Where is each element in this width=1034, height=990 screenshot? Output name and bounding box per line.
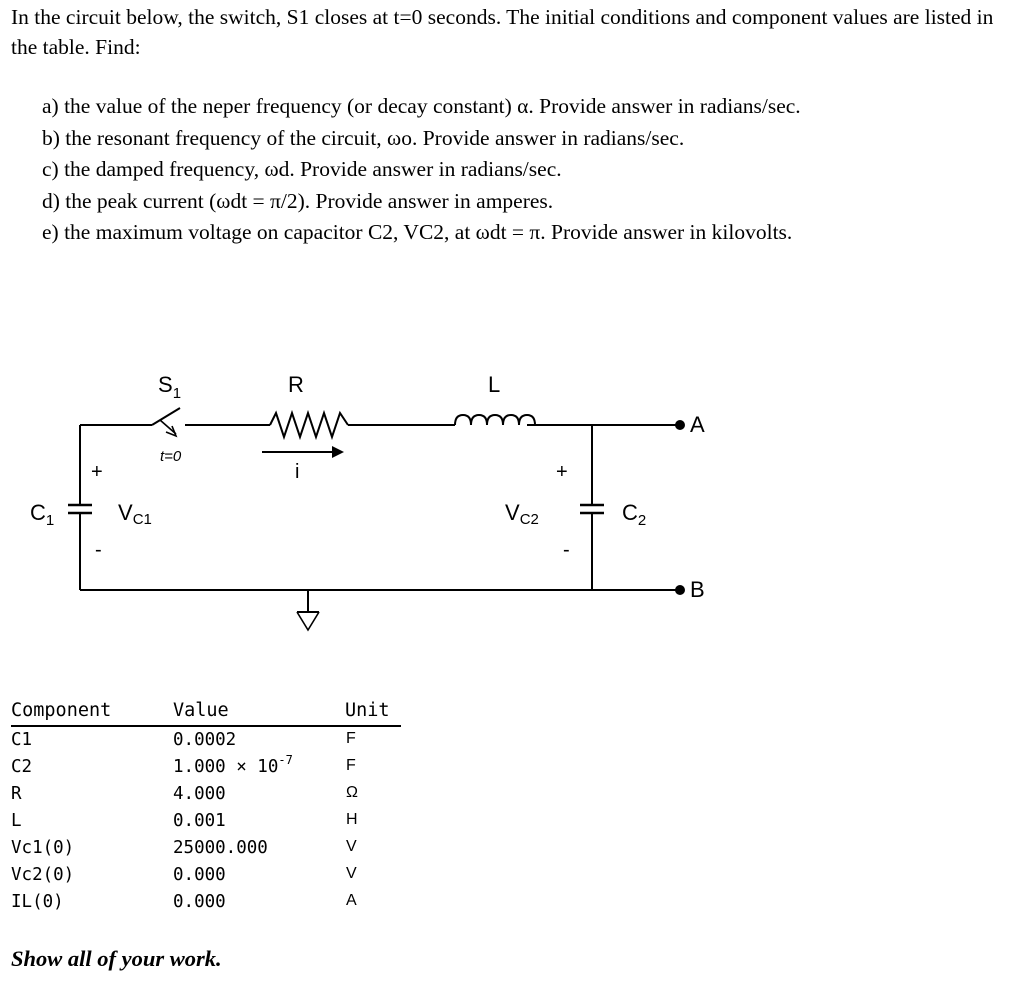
question-d: d) the peak current (ωdt = π/2). Provide answer in amperes.	[42, 188, 554, 213]
cell-component: Vc2(0)	[11, 865, 75, 885]
footer-instruction: Show all of your work.	[11, 946, 222, 971]
c2-label: $C_2$	[622, 500, 647, 529]
switch-label: $S_1$	[158, 372, 182, 402]
table-header	[11, 695, 401, 727]
cell-value: 4.000	[173, 784, 226, 804]
c1-label: $C_1$	[30, 500, 55, 529]
header-component: Component	[11, 700, 112, 721]
capacitor-c1	[68, 425, 92, 590]
current-label: i	[295, 461, 300, 483]
ground-symbol	[297, 590, 319, 630]
resistor	[270, 413, 348, 437]
c1-plus: +	[91, 461, 103, 483]
table-row	[11, 754, 401, 781]
cell-unit: H	[346, 811, 358, 828]
question-list	[42, 91, 1022, 249]
table-row	[11, 889, 401, 916]
vc1-label: VC1	[118, 500, 152, 528]
question-b: b) the resonant frequency of the circuit, ωo. Provide answer in radians/sec.	[42, 125, 685, 150]
node-b-dot	[675, 585, 685, 595]
c2-minus: -	[563, 539, 570, 561]
vc2-label: VC2	[505, 500, 539, 528]
question-a: a) the value of the neper frequency (or decay constant) α. Provide answer in radians/sec.	[42, 94, 801, 118]
question-c: c) the damped frequency, ωd. Provide answer in radians/sec.	[42, 157, 562, 181]
cell-component: Vc1(0)	[11, 838, 75, 858]
c1-minus: -	[95, 539, 102, 561]
question-e: e) the maximum voltage on capacitor C2, VC2, at ωdt = π. Provide answer in kilovolts.	[42, 220, 793, 244]
circuit-diagram	[0, 340, 740, 640]
inductor	[455, 415, 535, 425]
cell-unit: V	[346, 838, 357, 855]
node-a-label: A	[690, 412, 705, 437]
cell-unit: Ω	[346, 784, 358, 801]
component-table	[11, 695, 401, 916]
node-b-label: B	[690, 577, 705, 602]
cell-value: 0.000	[173, 892, 226, 912]
switch-time: t=0	[160, 448, 182, 465]
resistor-label: R	[288, 372, 304, 397]
node-a-dot	[675, 420, 685, 430]
cell-component: IL(0)	[11, 892, 64, 912]
cell-value: 0.0002	[173, 730, 237, 750]
table-row	[11, 808, 401, 835]
table-row	[11, 862, 401, 889]
table-row	[11, 835, 401, 862]
cell-value-exponent: -7	[278, 753, 293, 767]
cell-component: L	[11, 811, 22, 831]
capacitor-c2	[580, 425, 604, 590]
cell-unit: F	[346, 730, 356, 747]
table-row	[11, 781, 401, 808]
problem-intro: In the circuit below, the switch, S1 closes at t=0 seconds. The initial conditions and component values are listed in the table. Find:	[11, 5, 994, 59]
cell-unit: A	[346, 892, 357, 909]
cell-component: C1	[11, 730, 33, 750]
header-unit: Unit	[345, 700, 390, 721]
cell-value-mantissa: 1.000 × 10	[173, 757, 279, 777]
cell-unit: F	[346, 757, 356, 774]
cell-value: 0.000	[173, 865, 226, 885]
current-arrow	[262, 446, 344, 458]
cell-component: C2	[11, 757, 33, 777]
cell-component: R	[11, 784, 22, 804]
c2-plus: +	[556, 461, 568, 483]
switch-s1	[152, 408, 180, 436]
table-row	[11, 727, 401, 754]
cell-unit: V	[346, 865, 357, 882]
header-value: Value	[173, 700, 229, 721]
cell-value: 0.001	[173, 811, 226, 831]
cell-value: 25000.000	[173, 838, 268, 858]
inductor-label: L	[488, 372, 501, 397]
cell-value	[173, 753, 293, 777]
